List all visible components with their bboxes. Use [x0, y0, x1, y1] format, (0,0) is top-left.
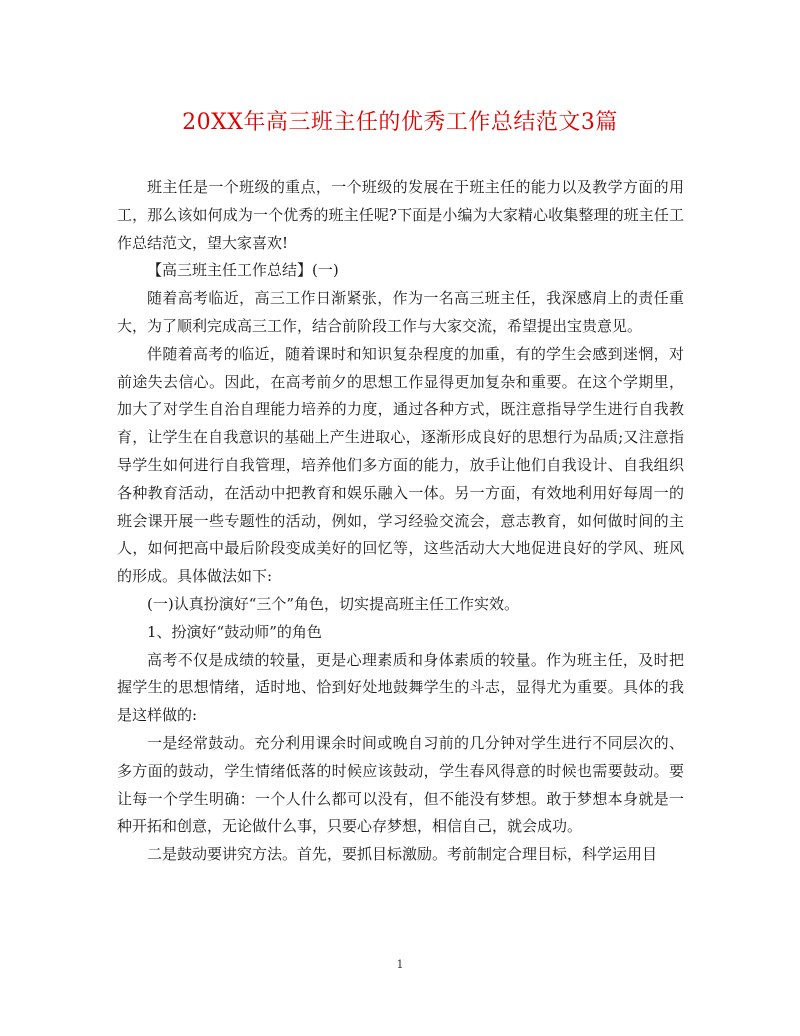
- intro-paragraph: 班主任是一个班级的重点，一个班级的发展在于班主任的能力以及教学方面的用工，那么该如何成为一个优秀的班主任呢?下面是小编为大家精心收集整理的班主任工作总结范文，望大家喜欢!: [117, 178, 684, 252]
- page-number: 1: [396, 958, 404, 971]
- section-heading: 【高三班主任工作总结】(一): [147, 261, 339, 280]
- subsection-heading: (一)认真扮演好“三个”角色，切实提高班主任工作实效。: [147, 594, 520, 613]
- body-paragraph: 伴随着高考的临近，随着课时和知识复杂程度的加重，有的学生会感到迷惘，对前途失去信心。因此，在高考前夕的思想工作显得更加复杂和重要。在这个学期里，加大了对学生自治自理能力培养的力度，通过各种方式，既注意指导学生进行自我教育，让学生在自我意识的基础上产生进取心，逐渐形成良好的思想行为品质;又注意指导学生如何进行自我管理，培养他们多方面的能力，放手让他们自我设计、自我组织各种教育活动，在活动中把教育和娱乐融入一体。另一方面，有效地利用好每周一的班会课开展一些专题性的活动，例如，学习经验交流会，意志教育，如何做时间的主人，如何把高中最后阶段变成美好的回忆等，这些活动大大地促进良好的学风、班风的形成。具体做法如下:: [117, 344, 684, 586]
- body-paragraph: 二是鼓动要讲究方法。首先，要抓目标激励。考前制定合理目标，科学运用目: [147, 845, 658, 864]
- subsection-heading: 1、扮演好“鼓动师”的角色: [147, 622, 322, 641]
- body-paragraph: 高考不仅是成绩的较量，更是心理素质和身体素质的较量。作为班主任，及时把握学生的思想情绪，适时地、恰到好处地鼓舞学生的斗志，显得尤为重要。具体的我是这样做的:: [117, 650, 684, 725]
- document-body: [117, 174, 684, 869]
- body-paragraph: 一是经常鼓动。充分利用课余时间或晚自习前的几分钟对学生进行不同层次的、多方面的鼓动，学生情绪低落的时候应该鼓动，学生春风得意的时候也需要鼓动。要让每一个学生明确：一个人什么都可以没有，但不能没有梦想。敢于梦想本身就是一种开拓和创意，无论做什么事，只要心存梦想，相信自己，就会成功。: [117, 733, 684, 836]
- body-paragraph: 随着高考临近，高三工作日渐紧张，作为一名高三班主任，我深感肩上的责任重大，为了顺利完成高三工作，结合前阶段工作与大家交流，希望提出宝贵意见。: [117, 289, 684, 335]
- document-title: 20XX年高三班主任的优秀工作总结范文3篇: [182, 110, 618, 135]
